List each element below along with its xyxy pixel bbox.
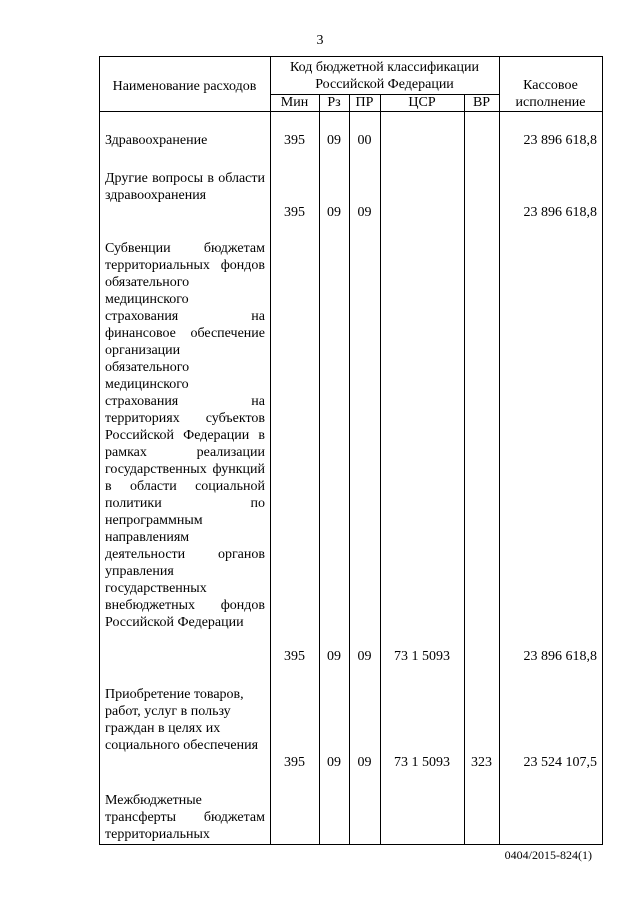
header-exec-line2: исполнение [515,95,586,110]
row-amount: 23 896 618,8 [523,133,597,148]
row-name: Субвенции бюджетам территориальных фондов обязательного медицинского страхования на финансовое обеспечение организации обязательного медицинского страхования на территориях субъектов Российской Федерации в рамках реализации государственных функций в области социальной политики по непрограммным направлениям деятельности органов управления государственных внебюджетных фондов Российской Федерации [105,241,265,630]
row-rz: 09 [327,649,341,664]
row-min: 395 [284,755,305,770]
header-rz: Рз [327,95,341,110]
header-csr: ЦСР [408,95,436,110]
row-min: 395 [284,205,305,220]
row-csr: 73 1 5093 [394,755,450,770]
row-rz: 09 [327,133,341,148]
col-line-end [602,56,603,845]
col-line-csr [464,94,465,845]
row-rz: 09 [327,205,341,220]
header-name-col: Наименование расходов [112,79,257,94]
header-exec-line1: Кассовое [523,78,578,93]
table-bottom-border [99,844,603,845]
col-line-vr [499,56,500,845]
row-name: Другие вопросы в области здравоохранения [105,171,265,203]
row-name: Межбюджетные трансферты бюджетам территориальных [105,793,265,842]
row-csr: 73 1 5093 [394,649,450,664]
row-amount: 23 524 107,5 [523,755,597,770]
header-pr: ПР [355,95,374,110]
expenditure-table [99,56,603,845]
header-vr: ВР [472,95,491,110]
page-number: 3 [316,33,324,48]
col-line-name [270,56,271,845]
header-code-line2: Российской Федерации [315,77,454,92]
row-rz: 09 [327,755,341,770]
row-pr: 09 [357,649,372,664]
header-code-line1: Код бюджетной классификации [290,60,479,75]
document-code: 0404/2015-824(1) [504,848,592,862]
row-name: Здравоохранение [105,133,208,148]
row-amount: 23 896 618,8 [523,649,597,664]
row-min: 395 [284,133,305,148]
header-bottom-line [99,111,603,112]
row-pr: 09 [357,755,372,770]
col-line-pr [380,94,381,845]
row-amount: 23 896 618,8 [523,205,597,220]
col-line-0 [99,56,100,845]
row-vr: 323 [471,755,492,770]
row-name: Приобретение товаров, работ, услуг в пользу граждан в целях их социального обеспечения [105,687,259,753]
row-min: 395 [284,649,305,664]
table-top-border [99,56,603,57]
row-pr: 09 [357,205,372,220]
row-pr: 00 [357,133,372,148]
header-min: Мин [280,95,309,110]
